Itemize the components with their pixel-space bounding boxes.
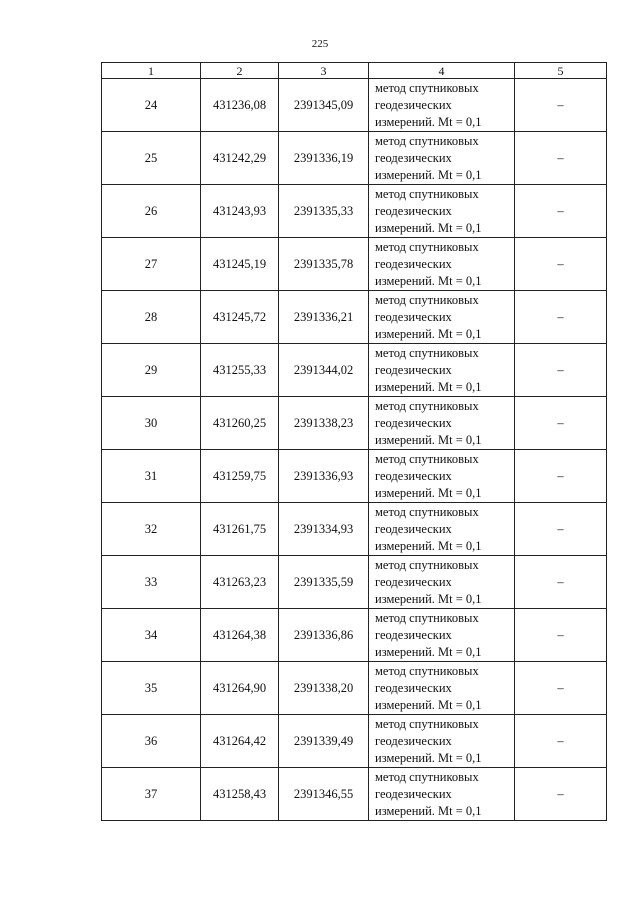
dash-cell: –	[515, 397, 607, 450]
method-line: геодезических	[375, 150, 452, 165]
point-number-cell: 29	[102, 344, 201, 397]
method-line: геодезических	[375, 521, 452, 536]
x-coordinate-cell: 431242,29	[201, 132, 279, 185]
table-row	[102, 715, 607, 768]
dash-cell: –	[515, 344, 607, 397]
table-row	[102, 79, 607, 132]
y-coordinate-cell: 2391335,59	[279, 556, 369, 609]
method-line: метод спутниковых	[375, 451, 479, 466]
x-coordinate-cell: 431260,25	[201, 397, 279, 450]
method-line: метод спутниковых	[375, 504, 479, 519]
table-row	[102, 397, 607, 450]
point-number-cell: 33	[102, 556, 201, 609]
dash-cell: –	[515, 768, 607, 821]
header-cell: 1	[102, 63, 201, 79]
method-line: геодезических	[375, 733, 452, 748]
dash-cell: –	[515, 662, 607, 715]
y-coordinate-cell: 2391335,78	[279, 238, 369, 291]
method-line: измерений. Mt = 0,1	[375, 167, 482, 182]
dash-cell: –	[515, 450, 607, 503]
y-coordinate-cell: 2391338,20	[279, 662, 369, 715]
dash-cell: –	[515, 556, 607, 609]
table-row	[102, 238, 607, 291]
method-line: измерений. Mt = 0,1	[375, 538, 482, 553]
x-coordinate-cell: 431245,72	[201, 291, 279, 344]
header-cell: 3	[279, 63, 369, 79]
table-row	[102, 132, 607, 185]
y-coordinate-cell: 2391344,02	[279, 344, 369, 397]
dash-cell: –	[515, 238, 607, 291]
method-cell	[369, 503, 515, 556]
method-line: геодезических	[375, 786, 452, 801]
method-line: метод спутниковых	[375, 610, 479, 625]
method-line: измерений. Mt = 0,1	[375, 273, 482, 288]
dash-cell: –	[515, 185, 607, 238]
x-coordinate-cell: 431245,19	[201, 238, 279, 291]
table-row	[102, 344, 607, 397]
method-line: метод спутниковых	[375, 345, 479, 360]
method-line: геодезических	[375, 203, 452, 218]
point-number-cell: 37	[102, 768, 201, 821]
method-cell	[369, 450, 515, 503]
table-row	[102, 450, 607, 503]
y-coordinate-cell: 2391345,09	[279, 79, 369, 132]
table-row	[102, 503, 607, 556]
x-coordinate-cell: 431264,90	[201, 662, 279, 715]
table-row	[102, 609, 607, 662]
method-line: измерений. Mt = 0,1	[375, 379, 482, 394]
method-line: измерений. Mt = 0,1	[375, 697, 482, 712]
y-coordinate-cell: 2391335,33	[279, 185, 369, 238]
method-line: метод спутниковых	[375, 133, 479, 148]
method-line: метод спутниковых	[375, 716, 479, 731]
y-coordinate-cell: 2391346,55	[279, 768, 369, 821]
method-line: геодезических	[375, 574, 452, 589]
method-cell	[369, 715, 515, 768]
method-cell	[369, 768, 515, 821]
y-coordinate-cell: 2391336,21	[279, 291, 369, 344]
header-cell: 2	[201, 63, 279, 79]
page-number: 225	[311, 38, 329, 50]
method-line: геодезических	[375, 415, 452, 430]
y-coordinate-cell: 2391334,93	[279, 503, 369, 556]
y-coordinate-cell: 2391339,49	[279, 715, 369, 768]
table-row	[102, 185, 607, 238]
method-cell	[369, 344, 515, 397]
point-number-cell: 28	[102, 291, 201, 344]
point-number-cell: 32	[102, 503, 201, 556]
dash-cell: –	[515, 503, 607, 556]
method-line: метод спутниковых	[375, 80, 479, 95]
method-cell	[369, 609, 515, 662]
method-line: метод спутниковых	[375, 292, 479, 307]
method-line: измерений. Mt = 0,1	[375, 750, 482, 765]
method-cell	[369, 238, 515, 291]
method-line: метод спутниковых	[375, 239, 479, 254]
method-line: измерений. Mt = 0,1	[375, 220, 482, 235]
dash-cell: –	[515, 715, 607, 768]
method-cell	[369, 132, 515, 185]
method-line: метод спутниковых	[375, 186, 479, 201]
point-number-cell: 34	[102, 609, 201, 662]
header-cell: 5	[515, 63, 607, 79]
y-coordinate-cell: 2391336,86	[279, 609, 369, 662]
x-coordinate-cell: 431263,23	[201, 556, 279, 609]
method-line: геодезических	[375, 97, 452, 112]
method-line: геодезических	[375, 309, 452, 324]
coordinates-table	[101, 62, 607, 821]
method-cell	[369, 291, 515, 344]
y-coordinate-cell: 2391336,93	[279, 450, 369, 503]
point-number-cell: 30	[102, 397, 201, 450]
method-line: метод спутниковых	[375, 557, 479, 572]
method-line: измерений. Mt = 0,1	[375, 591, 482, 606]
dash-cell: –	[515, 609, 607, 662]
method-line: геодезических	[375, 256, 452, 271]
point-number-cell: 26	[102, 185, 201, 238]
method-line: геодезических	[375, 627, 452, 642]
x-coordinate-cell: 431243,93	[201, 185, 279, 238]
dash-cell: –	[515, 291, 607, 344]
table-header-row	[102, 63, 607, 79]
point-number-cell: 27	[102, 238, 201, 291]
x-coordinate-cell: 431264,42	[201, 715, 279, 768]
method-cell	[369, 556, 515, 609]
method-line: метод спутниковых	[375, 663, 479, 678]
header-cell: 4	[369, 63, 515, 79]
x-coordinate-cell: 431261,75	[201, 503, 279, 556]
method-line: метод спутниковых	[375, 398, 479, 413]
y-coordinate-cell: 2391338,23	[279, 397, 369, 450]
dash-cell: –	[515, 79, 607, 132]
method-line: геодезических	[375, 362, 452, 377]
method-line: метод спутниковых	[375, 769, 479, 784]
method-cell	[369, 397, 515, 450]
x-coordinate-cell: 431259,75	[201, 450, 279, 503]
method-line: измерений. Mt = 0,1	[375, 803, 482, 818]
point-number-cell: 36	[102, 715, 201, 768]
x-coordinate-cell: 431255,33	[201, 344, 279, 397]
x-coordinate-cell: 431264,38	[201, 609, 279, 662]
method-line: измерений. Mt = 0,1	[375, 326, 482, 341]
method-line: измерений. Mt = 0,1	[375, 114, 482, 129]
point-number-cell: 31	[102, 450, 201, 503]
y-coordinate-cell: 2391336,19	[279, 132, 369, 185]
point-number-cell: 24	[102, 79, 201, 132]
dash-cell: –	[515, 132, 607, 185]
table-row	[102, 556, 607, 609]
point-number-cell: 25	[102, 132, 201, 185]
method-cell	[369, 662, 515, 715]
table-row	[102, 662, 607, 715]
method-cell	[369, 79, 515, 132]
method-line: геодезических	[375, 468, 452, 483]
x-coordinate-cell: 431258,43	[201, 768, 279, 821]
method-line: измерений. Mt = 0,1	[375, 432, 482, 447]
table-row	[102, 291, 607, 344]
table-row	[102, 768, 607, 821]
x-coordinate-cell: 431236,08	[201, 79, 279, 132]
method-line: геодезических	[375, 680, 452, 695]
method-cell	[369, 185, 515, 238]
point-number-cell: 35	[102, 662, 201, 715]
method-line: измерений. Mt = 0,1	[375, 644, 482, 659]
method-line: измерений. Mt = 0,1	[375, 485, 482, 500]
